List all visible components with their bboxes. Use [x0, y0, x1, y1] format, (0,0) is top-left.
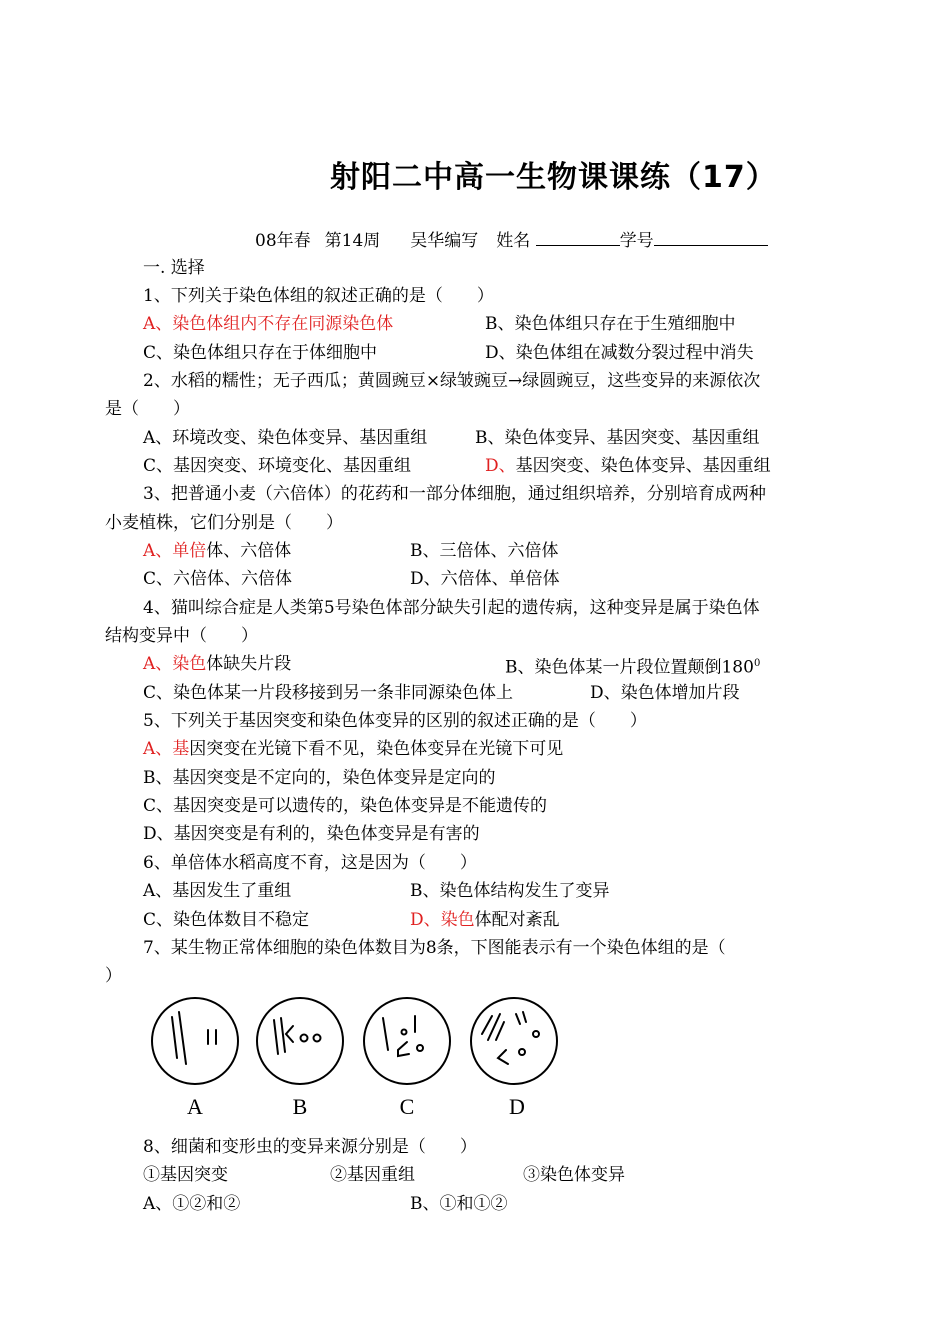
q5-stem: 5、下列关于基因突变和染色体变异的区别的叙述正确的是（ ）: [143, 711, 647, 731]
q8-item-2: ②基因重组: [330, 1165, 415, 1185]
cell-b-chromosome-3: [286, 1026, 293, 1042]
q6-option-a: A、基因发生了重组: [143, 881, 292, 901]
cell-c-chromosome-5: [402, 1030, 407, 1035]
cell-b-membrane: [257, 998, 343, 1084]
chromosome-figure: [150, 990, 560, 1120]
q3-option-a: [143, 540, 291, 562]
q5-option-a-rest: 因突变在光镜下看不见，染色体变异在光镜下可见: [189, 739, 564, 759]
q3-option-d: D、六倍体、单倍体: [410, 569, 560, 589]
id-blank[interactable]: [654, 229, 768, 246]
cell-d-chromosome-4: [516, 1014, 520, 1024]
q4-option-b-text: B、染色体某一片段位置颠倒180: [505, 657, 754, 678]
q8-option-a: A、①②和②: [143, 1194, 241, 1214]
q2-option-b: B、染色体变异、基因突变、基因重组: [475, 428, 760, 448]
cell-d-membrane: [471, 998, 557, 1084]
cell-c-chromosome-4: [417, 1045, 423, 1051]
q2-option-d-text: 基因突变、染色体变异、基因重组: [515, 456, 771, 476]
chromosome-diagram: [150, 990, 560, 1120]
q3-option-a-red: A、单倍: [143, 541, 207, 561]
cell-d-chromosome-7: [498, 1050, 508, 1064]
q2-option-d-label: D、: [485, 456, 516, 476]
cell-d-chromosome-6: [533, 1031, 539, 1037]
q7-stem-1: 7、某生物正常体细胞的染色体数目为8条，下图能表示有一个染色体组的是（: [143, 938, 726, 958]
q3-option-b: B、三倍体、六倍体: [410, 541, 559, 561]
q6-option-d: [410, 909, 560, 931]
q4-option-b: [505, 653, 760, 679]
cell-d-chromosome-1: [482, 1016, 492, 1034]
q2-stem-2: 是（ ）: [105, 399, 190, 419]
q6-option-b: B、染色体结构发生了变异: [410, 881, 610, 901]
q8-option-b: B、①和①②: [410, 1194, 508, 1214]
header-id-label: 学号: [619, 231, 654, 251]
cell-a-chromosome-2: [179, 1012, 186, 1064]
section-heading: 一. 选择: [143, 258, 205, 278]
cell-d-label: D: [509, 1094, 525, 1119]
q5-option-d: D、基因突变是有利的，染色体变异是有害的: [143, 824, 480, 844]
header-line: [255, 229, 768, 252]
q2-stem-1: 2、水稻的糯性；无子西瓜；黄圆豌豆×绿皱豌豆→绿圆豌豆，这些变异的来源依次: [143, 371, 761, 391]
q4-stem-1: 4、猫叫综合症是人类第5号染色体部分缺失引起的遗传病，这种变异是属于染色体: [143, 598, 760, 618]
q6-option-d-red: D、染色: [410, 910, 475, 930]
q1-stem: 1、下列关于染色体组的叙述正确的是（ ）: [143, 286, 494, 306]
cell-d: [471, 998, 557, 1084]
header-author: 吴华编写: [410, 231, 479, 251]
cell-c: [364, 998, 450, 1084]
q7-stem-2: ）: [105, 966, 122, 986]
cell-d-chromosome-8: [519, 1049, 525, 1055]
cell-a-chromosome-1: [172, 1017, 177, 1058]
q4-option-c: C、染色体某一片段移接到另一条非同源染色体上: [143, 683, 514, 703]
header-week: 第14周: [324, 231, 381, 251]
header-name-label: 姓名: [496, 231, 531, 251]
q8-item-3: ③染色体变异: [523, 1165, 625, 1185]
q5-option-a-red: A、基: [143, 739, 190, 759]
q4-option-b-sup: 0: [753, 658, 761, 669]
q8-item-1: ①基因突变: [143, 1165, 228, 1185]
q3-option-a-rest: 体、六倍体: [206, 541, 292, 561]
q1-option-d: D、染色体组在减数分裂过程中消失: [485, 343, 754, 363]
q4-stem-2: 结构变异中（ ）: [105, 626, 258, 646]
cell-a: [152, 998, 238, 1084]
cell-b: [257, 998, 343, 1084]
name-blank[interactable]: [536, 229, 620, 246]
cell-d-chromosome-3: [496, 1022, 504, 1040]
cell-c-label: C: [399, 1094, 415, 1119]
q5-option-c: C、基因突变是可以遗传的，染色体变异是不能遗传的: [143, 796, 548, 816]
q5-option-a: [143, 738, 563, 760]
q1-option-b: B、染色体组只存在于生殖细胞中: [485, 314, 736, 334]
cell-c-chromosome-1: [383, 1018, 388, 1050]
q2-option-d: [485, 455, 771, 477]
q4-option-a: [143, 653, 291, 675]
q4-option-d: D、染色体增加片段: [590, 683, 740, 703]
q1-option-a: A、染色体组内不存在同源染色体: [143, 314, 394, 334]
q2-option-a: A、环境改变、染色体变异、基因重组: [143, 428, 428, 448]
q4-option-a-rest: 体缺失片段: [206, 654, 292, 674]
q3-stem-2: 小麦植株，它们分别是（ ）: [105, 513, 343, 533]
q6-stem: 6、单倍体水稻高度不育，这是因为（ ）: [143, 853, 477, 873]
cell-b-chromosome-5: [314, 1035, 321, 1042]
q3-stem-1: 3、把普通小麦（六倍体）的花药和一部分体细胞，通过组织培养，分别培育成两种: [143, 484, 766, 504]
q6-option-d-rest: 体配对紊乱: [474, 910, 560, 930]
cell-d-chromosome-5: [523, 1012, 526, 1022]
cell-a-label: A: [187, 1094, 203, 1119]
q4-option-a-red: A、染色: [143, 654, 207, 674]
q8-stem: 8、细菌和变形虫的变异来源分别是（ ）: [143, 1137, 477, 1157]
cell-b-chromosome-2: [281, 1018, 285, 1052]
q6-option-c: C、染色体数目不稳定: [143, 910, 310, 930]
cell-b-chromosome-1: [274, 1020, 278, 1054]
q3-option-c: C、六倍体、六倍体: [143, 569, 293, 589]
q2-option-c: C、基因突变、环境变化、基因重组: [143, 456, 412, 476]
cell-b-label: B: [292, 1094, 308, 1119]
cell-a-membrane: [152, 998, 238, 1084]
q1-option-c: C、染色体组只存在于体细胞中: [143, 343, 378, 363]
q5-option-b: B、基因突变是不定向的，染色体变异是定向的: [143, 768, 496, 788]
cell-b-chromosome-4: [301, 1035, 308, 1042]
page-title: 射阳二中高一生物课课练（17）: [330, 160, 777, 195]
cell-c-chromosome-3: [398, 1042, 409, 1056]
header-term: 08年春: [255, 231, 311, 251]
